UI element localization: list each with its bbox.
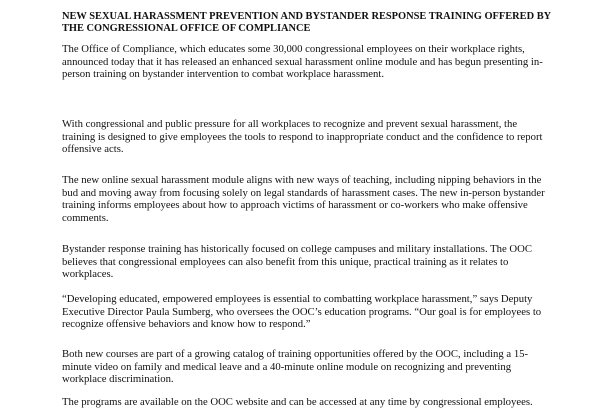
- paragraph-catalog: Both new courses are part of a growing catalog of training opportunities offered by the OOC, including a 15-minute video on family and medical leave and a 40-minute online module on recognizing and preventing workplace discrimination.: [62, 348, 529, 386]
- paragraph-quote: “Developing educated, empowered employees is essential to combatting workplace harassment,” says Deputy Executive Director Paula Sumberg, who oversees the OOC’s education programs. “Our goal is for employees to recognize offensive behaviors and know how to respond.”: [62, 293, 542, 331]
- paragraph-online-module: The new online sexual harassment module aligns with new ways of teaching, including nipping behaviors in the bud and moving away from focusing solely on legal standards of harassment cases. The new in-person bystander training informs employees about how to approach victims of harassment or co-workers who make offensive comments.: [62, 174, 545, 224]
- paragraph-context: With congressional and public pressure for all workplaces to recognize and prevent sexual harassment, the training is designed to give employees the tools to respond to inappropriate conduct and the confidence to report offensive acts.: [62, 118, 543, 156]
- paragraph-availability: The programs are available on the OOC website and can be accessed at any time by congressional employees.: [62, 396, 533, 408]
- paragraph-bystander-training: Bystander response training has historically focused on college campuses and military installations. The OOC believes that congressional employees can also benefit from this unique, practical training as it relates to workplaces.: [62, 243, 532, 281]
- document-title: NEW SEXUAL HARASSMENT PREVENTION AND BYSTANDER RESPONSE TRAINING OFFERED BY THE CONGRESSIONAL OFFICE OF COMPLIANCE: [62, 11, 551, 34]
- paragraph-intro: The Office of Compliance, which educates some 30,000 congressional employees on their workplace rights, announced today that it has released an enhanced sexual harassment online module and has begun presenting in-person training on bystander intervention to combat workplace harassment.: [62, 43, 543, 81]
